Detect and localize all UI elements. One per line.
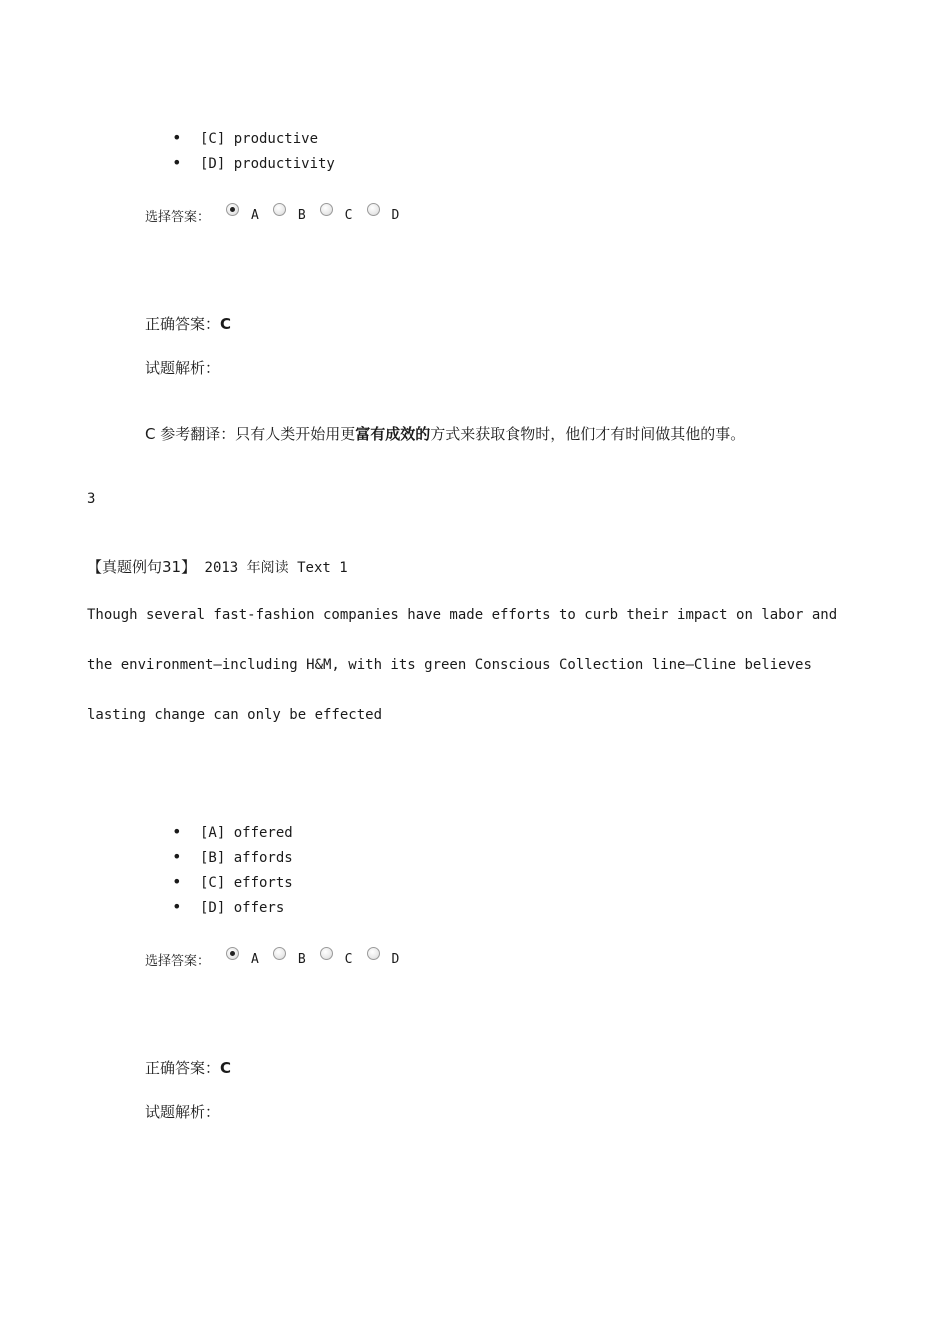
correct-answer — [145, 313, 231, 334]
option-item-b — [172, 847, 293, 866]
paragraph-line-1: Though several fast-fashion companies have made efforts to curb their impact on labor and — [87, 607, 838, 623]
paragraph-line-3: lasting change can only be effected — [87, 707, 383, 723]
radio-b[interactable] — [273, 947, 286, 960]
bullet-icon: • — [172, 822, 182, 841]
choice-label-a: A — [251, 208, 259, 223]
option-item-c — [172, 128, 318, 147]
bullet-icon: • — [172, 847, 182, 866]
correct-answer — [145, 1057, 231, 1078]
option-text: [A] offered — [200, 825, 293, 841]
correct-answer-value: C — [220, 315, 232, 333]
page-number: 3 — [87, 491, 96, 507]
section-heading — [87, 556, 348, 577]
answer-label: 选择答案： — [145, 210, 211, 225]
correct-answer-label: 正确答案： — [145, 1059, 221, 1077]
bullet-icon: • — [172, 872, 182, 891]
option-text: [C] efforts — [200, 875, 293, 891]
choice-label-a: A — [251, 952, 259, 967]
option-text: [D] productivity — [200, 156, 335, 172]
bullet-icon: • — [172, 128, 182, 147]
bullet-icon: • — [172, 897, 182, 916]
radio-c[interactable] — [320, 203, 333, 216]
option-item-d — [172, 153, 335, 172]
choice-label-c: C — [344, 952, 353, 967]
radio-d[interactable] — [367, 947, 380, 960]
choice-label-d: D — [391, 208, 400, 223]
choice-label-d: D — [391, 952, 400, 967]
option-text: [B] affords — [200, 850, 293, 866]
translation — [145, 423, 745, 444]
radio-b[interactable] — [273, 203, 286, 216]
option-text: [D] offers — [200, 900, 285, 916]
radio-c[interactable] — [320, 947, 333, 960]
analysis-label: 试题解析： — [145, 1103, 221, 1121]
translation-suffix: 方式来获取食物时，他们才有时间做其他的事。 — [430, 425, 746, 443]
paragraph-line-2: the environment—including H&M, with its green Conscious Collection line—Cline believes — [87, 657, 812, 673]
translation-prefix: C 参考翻译：只有人类开始用更 — [145, 425, 356, 443]
radio-a[interactable] — [226, 947, 239, 960]
translation-bold: 富有成效的 — [355, 425, 431, 443]
answer-selector — [145, 206, 413, 225]
heading-bracket: 【真题例句31】 — [87, 558, 197, 576]
answer-label: 选择答案： — [145, 954, 211, 969]
radio-d[interactable] — [367, 203, 380, 216]
analysis-label: 试题解析： — [145, 359, 221, 377]
option-item-a — [172, 822, 293, 841]
heading-rest: 2013 年阅读 Text 1 — [196, 560, 348, 576]
correct-answer-label: 正确答案： — [145, 315, 221, 333]
correct-answer-value: C — [220, 1059, 232, 1077]
choice-label-b: B — [297, 952, 306, 967]
radio-a[interactable] — [226, 203, 239, 216]
bullet-icon: • — [172, 153, 182, 172]
choice-label-b: B — [297, 208, 306, 223]
option-item-c — [172, 872, 293, 891]
option-item-d — [172, 897, 284, 916]
choice-label-c: C — [344, 208, 353, 223]
answer-selector — [145, 950, 413, 969]
option-text: [C] productive — [200, 131, 319, 147]
